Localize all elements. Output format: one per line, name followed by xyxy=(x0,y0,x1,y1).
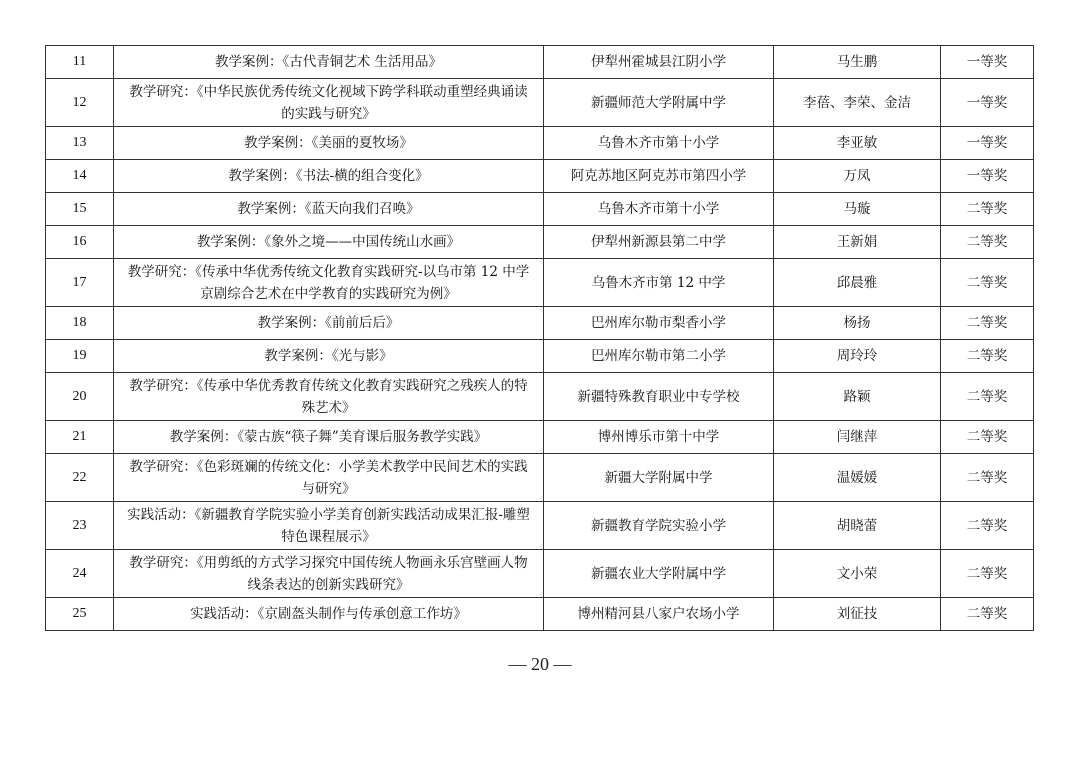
entry-title: 教学案例：《美丽的夏牧场》 xyxy=(114,127,544,160)
row-number: 25 xyxy=(46,598,114,631)
author-names: 胡晓蕾 xyxy=(774,502,941,550)
school-name: 新疆特殊教育职业中专学校 xyxy=(544,373,774,421)
table-row xyxy=(46,79,1034,127)
author-names: 路颖 xyxy=(774,373,941,421)
table-row xyxy=(46,127,1034,160)
table-row xyxy=(46,193,1034,226)
entry-title: 实践活动：《京剧盔头制作与传承创意工作坊》 xyxy=(114,598,544,631)
row-number: 12 xyxy=(46,79,114,127)
award-level: 一等奖 xyxy=(941,127,1034,160)
school-name: 乌鲁木齐市第 12 中学 xyxy=(544,259,774,307)
award-level: 二等奖 xyxy=(941,259,1034,307)
school-name: 巴州库尔勒市第二小学 xyxy=(544,340,774,373)
row-number: 19 xyxy=(46,340,114,373)
row-number: 15 xyxy=(46,193,114,226)
award-level: 一等奖 xyxy=(941,160,1034,193)
table-row xyxy=(46,160,1034,193)
row-number: 18 xyxy=(46,307,114,340)
author-names: 闫继萍 xyxy=(774,421,941,454)
award-level: 二等奖 xyxy=(941,550,1034,598)
table-row xyxy=(46,598,1034,631)
school-name: 新疆农业大学附属中学 xyxy=(544,550,774,598)
entry-title: 教学研究：《色彩斑斓的传统文化：小学美术教学中民间艺术的实践与研究》 xyxy=(114,454,544,502)
page-number: — 20 — xyxy=(508,654,572,674)
entry-title: 教学案例：《象外之境——中国传统山水画》 xyxy=(114,226,544,259)
school-name: 巴州库尔勒市梨香小学 xyxy=(544,307,774,340)
author-names: 李蓓、李荣、金洁 xyxy=(774,79,941,127)
entry-title: 教学案例：《光与影》 xyxy=(114,340,544,373)
award-level: 一等奖 xyxy=(941,46,1034,79)
entry-title: 教学研究：《用剪纸的方式学习探究中国传统人物画永乐宫壁画人物线条表达的创新实践研究》 xyxy=(114,550,544,598)
table-row xyxy=(46,259,1034,307)
entry-title: 教学案例：《蓝天向我们召唤》 xyxy=(114,193,544,226)
award-level: 二等奖 xyxy=(941,307,1034,340)
award-table xyxy=(45,45,1034,631)
row-number: 20 xyxy=(46,373,114,421)
school-name: 博州精河县八家户农场小学 xyxy=(544,598,774,631)
award-level: 二等奖 xyxy=(941,226,1034,259)
award-level: 二等奖 xyxy=(941,502,1034,550)
author-names: 文小荣 xyxy=(774,550,941,598)
table-row xyxy=(46,340,1034,373)
author-names: 万凤 xyxy=(774,160,941,193)
school-name: 博州博乐市第十中学 xyxy=(544,421,774,454)
author-names: 刘征技 xyxy=(774,598,941,631)
author-names: 马璇 xyxy=(774,193,941,226)
table-row xyxy=(46,373,1034,421)
author-names: 马生鹏 xyxy=(774,46,941,79)
school-name: 新疆师范大学附属中学 xyxy=(544,79,774,127)
author-names: 杨扬 xyxy=(774,307,941,340)
author-names: 李亚敏 xyxy=(774,127,941,160)
school-name: 新疆大学附属中学 xyxy=(544,454,774,502)
row-number: 14 xyxy=(46,160,114,193)
table-row xyxy=(46,307,1034,340)
entry-title: 教学案例：《古代青铜艺术 生活用品》 xyxy=(114,46,544,79)
entry-title: 教学研究：《传承中华优秀传统文化教育实践研究-以乌市第 12 中学京剧综合艺术在中学教育的实践研究为例》 xyxy=(114,259,544,307)
row-number: 21 xyxy=(46,421,114,454)
author-names: 王新娟 xyxy=(774,226,941,259)
school-name: 伊犁州霍城县江阴小学 xyxy=(544,46,774,79)
row-number: 11 xyxy=(46,46,114,79)
table-row xyxy=(46,421,1034,454)
award-level: 二等奖 xyxy=(941,421,1034,454)
row-number: 23 xyxy=(46,502,114,550)
entry-title: 教学研究：《传承中华优秀教育传统文化教育实践研究之残疾人的特殊艺术》 xyxy=(114,373,544,421)
award-level: 二等奖 xyxy=(941,193,1034,226)
row-number: 16 xyxy=(46,226,114,259)
award-level: 一等奖 xyxy=(941,79,1034,127)
school-name: 伊犁州新源县第二中学 xyxy=(544,226,774,259)
school-name: 乌鲁木齐市第十小学 xyxy=(544,193,774,226)
row-number: 17 xyxy=(46,259,114,307)
entry-title: 教学案例：《书法-横的组合变化》 xyxy=(114,160,544,193)
entry-title: 实践活动：《新疆教育学院实验小学美育创新实践活动成果汇报-雕塑特色课程展示》 xyxy=(114,502,544,550)
award-level: 二等奖 xyxy=(941,598,1034,631)
school-name: 阿克苏地区阿克苏市第四小学 xyxy=(544,160,774,193)
award-level: 二等奖 xyxy=(941,454,1034,502)
school-name: 乌鲁木齐市第十小学 xyxy=(544,127,774,160)
entry-title: 教学案例：《前前后后》 xyxy=(114,307,544,340)
row-number: 22 xyxy=(46,454,114,502)
award-level: 二等奖 xyxy=(941,373,1034,421)
author-names: 温媛媛 xyxy=(774,454,941,502)
author-names: 周玲玲 xyxy=(774,340,941,373)
award-level: 二等奖 xyxy=(941,340,1034,373)
entry-title: 教学研究：《中华民族优秀传统文化视域下跨学科联动重塑经典诵读的实践与研究》 xyxy=(114,79,544,127)
table-row xyxy=(46,454,1034,502)
table-row xyxy=(46,226,1034,259)
table-row xyxy=(46,46,1034,79)
table-row xyxy=(46,502,1034,550)
school-name: 新疆教育学院实验小学 xyxy=(544,502,774,550)
row-number: 24 xyxy=(46,550,114,598)
table-row xyxy=(46,550,1034,598)
entry-title: 教学案例：《蒙古族“筷子舞”美育课后服务教学实践》 xyxy=(114,421,544,454)
row-number: 13 xyxy=(46,127,114,160)
author-names: 邱晨雅 xyxy=(774,259,941,307)
